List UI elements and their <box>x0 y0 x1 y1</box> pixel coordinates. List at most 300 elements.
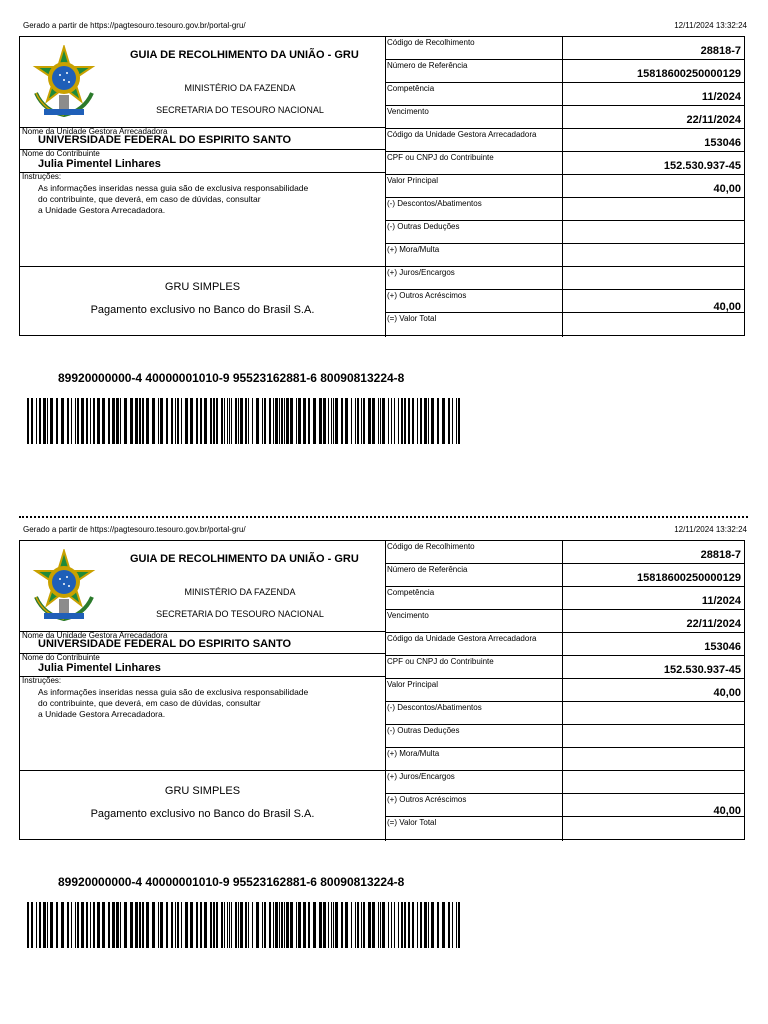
barcode-bar <box>372 902 375 948</box>
ministry-name: MINISTÉRIO DA FAZENDA <box>184 587 296 597</box>
digitable-line[interactable]: 89920000000-4 40000001010-9 95523162881-6 80090813224-8 <box>58 875 405 889</box>
gru-copy <box>0 21 768 491</box>
barcode-bar <box>245 398 247 444</box>
barcode-bar <box>27 398 29 444</box>
barcode-bar <box>61 398 64 444</box>
barcode-bar <box>27 902 29 948</box>
barcode-bar <box>431 902 434 948</box>
gru-simples-title: GRU SIMPLES <box>164 281 241 293</box>
barcode-bar <box>81 902 84 948</box>
digitable-line[interactable]: 89920000000-4 40000001010-9 95523162881-6 80090813224-8 <box>58 371 405 385</box>
field-value: 11/2024 <box>701 91 741 103</box>
field-value: 40,00 <box>713 301 741 313</box>
barcode-bar <box>93 902 95 948</box>
barcode-bar <box>47 902 48 948</box>
barcode-bar <box>130 398 133 444</box>
gru-copy <box>0 525 768 995</box>
barcode-bar <box>31 902 33 948</box>
barcode-bar <box>298 398 301 444</box>
barcode-bar <box>313 902 316 948</box>
field-label: (-) Outras Deduções <box>387 222 460 231</box>
field-row <box>385 198 744 221</box>
ug-label: Nome da Unidade Gestora Arrecadadora <box>22 631 168 640</box>
field-value: 152.530.937-45 <box>663 664 741 676</box>
gru-simples-title: GRU SIMPLES <box>164 785 241 797</box>
contributor-label: Nome do Contribuinte <box>22 149 100 158</box>
field-row <box>385 587 744 610</box>
barcode-bar <box>213 902 215 948</box>
guide-title: GUIA DE RECOLHIMENTO DA UNIÃO - GRU <box>130 553 359 565</box>
barcode-bar <box>437 398 439 444</box>
field-row <box>385 37 744 60</box>
field-value: 15818600250000129 <box>636 572 741 584</box>
barcode-bar <box>190 398 193 444</box>
barcode-bar <box>139 902 141 948</box>
barcode-bar <box>391 398 392 444</box>
ug-value: UNIVERSIDADE FEDERAL DO ESPIRITO SANTO <box>38 638 292 650</box>
barcode-bar <box>351 398 352 444</box>
barcode-bar <box>216 398 218 444</box>
field-label: Número de Referência <box>387 61 468 70</box>
cut-line <box>19 516 748 518</box>
barcode-bar <box>355 902 356 948</box>
barcode-bar <box>177 398 179 444</box>
field-row <box>385 301 744 323</box>
barcode-bar <box>328 398 329 444</box>
instructions-line: a Unidade Gestora Arrecadadora. <box>38 709 166 719</box>
generated-from-text: Gerado a partir de https://pagtesouro.tesouro.gov.br/portal-gru/ <box>23 525 246 534</box>
barcode-bar <box>351 902 352 948</box>
barcode-bar <box>335 902 338 948</box>
barcode-bar <box>185 902 188 948</box>
barcode-bar <box>36 902 37 948</box>
barcode-bar <box>458 902 460 948</box>
barcode-bar <box>190 902 193 948</box>
field-row <box>385 564 744 587</box>
field-label: Código da Unidade Gestora Arrecadadora <box>387 634 537 643</box>
instructions-label: Instruções: <box>22 676 62 685</box>
barcode-bar <box>227 902 228 948</box>
barcode-bar <box>404 398 406 444</box>
barcode-bar <box>420 398 422 444</box>
gru-simples-panel <box>20 771 385 841</box>
barcode-bar <box>333 902 334 948</box>
barcode-bar <box>77 398 79 444</box>
barcode-bar <box>412 398 414 444</box>
field-row <box>385 794 744 817</box>
barcode-bar <box>221 902 223 948</box>
field-row <box>385 129 744 152</box>
gru-form <box>19 540 745 840</box>
barcode-bar <box>252 902 253 948</box>
gru-bank-note: Pagamento exclusivo no Banco do Brasil S.A. <box>90 808 315 820</box>
barcode-bar <box>264 902 266 948</box>
barcode-bar <box>264 398 266 444</box>
barcode-bar <box>108 902 110 948</box>
field-label: (-) Outras Deduções <box>387 726 460 735</box>
barcode-bar <box>175 902 176 948</box>
barcode-bar <box>380 902 381 948</box>
barcode-bar <box>224 398 225 444</box>
barcode-bar <box>262 902 263 948</box>
field-row <box>385 725 744 748</box>
field-row <box>385 267 744 290</box>
field-label: (+) Juros/Encargos <box>387 268 455 277</box>
instructions-field <box>20 677 385 771</box>
barcode-bar <box>204 398 207 444</box>
barcode-bar <box>67 398 69 444</box>
barcode <box>27 398 462 444</box>
barcode-bar <box>417 902 418 948</box>
barcode-bar <box>256 398 259 444</box>
barcode-bar <box>108 398 110 444</box>
barcode-bar <box>71 398 72 444</box>
barcode-bar <box>235 398 237 444</box>
barcode-bar <box>279 902 280 948</box>
barcode-bar <box>398 902 399 948</box>
barcode-bar <box>120 398 121 444</box>
barcode-bar <box>256 902 259 948</box>
barcode-bar <box>75 398 76 444</box>
generated-from-text: Gerado a partir de https://pagtesouro.tesouro.gov.br/portal-gru/ <box>23 21 246 30</box>
contributor-field <box>20 654 385 677</box>
barcode-bar <box>308 398 310 444</box>
instructions-field <box>20 173 385 267</box>
ministry-name: MINISTÉRIO DA FAZENDA <box>184 83 296 93</box>
field-row <box>385 175 744 198</box>
barcode-bar <box>279 398 280 444</box>
secretariat-name: SECRETARIA DO TESOURO NACIONAL <box>156 105 324 115</box>
barcode-bar <box>273 398 274 444</box>
barcode-bar <box>448 902 450 948</box>
barcode-bar <box>420 902 422 948</box>
field-value: 28818-7 <box>700 549 741 561</box>
barcode-bar <box>296 902 297 948</box>
barcode-bar <box>67 902 69 948</box>
barcode-bar <box>102 902 105 948</box>
barcode-bar <box>120 902 121 948</box>
barcode-bar <box>335 398 338 444</box>
field-value: 15818600250000129 <box>636 68 741 80</box>
barcode-bar <box>437 902 439 948</box>
barcode-bar <box>380 398 381 444</box>
instructions-line: do contribuinte, que deverá, em caso de dúvidas, consultar <box>38 194 261 204</box>
field-label: (+) Juros/Encargos <box>387 772 455 781</box>
contributor-value: Julia Pimentel Linhares <box>38 158 161 170</box>
field-label: Código da Unidade Gestora Arrecadadora <box>387 130 537 139</box>
barcode-bar <box>388 398 389 444</box>
barcode-bar <box>116 398 119 444</box>
barcode-bar <box>448 398 450 444</box>
barcode-bar <box>298 902 301 948</box>
barcode-bar <box>124 398 127 444</box>
gru-simples-panel <box>20 267 385 337</box>
barcode-bar <box>36 398 37 444</box>
barcode-bar <box>166 902 168 948</box>
field-label: Código de Recolhimento <box>387 542 475 551</box>
barcode-bar <box>93 398 95 444</box>
barcode-bar <box>152 902 155 948</box>
field-label: Valor Principal <box>387 680 438 689</box>
barcode-bar <box>303 902 306 948</box>
field-label: CPF ou CNPJ do Contribuinte <box>387 657 494 666</box>
barcode-bar <box>428 902 429 948</box>
instructions-line: do contribuinte, que deverá, em caso de dúvidas, consultar <box>38 698 261 708</box>
barcode-bar <box>248 398 249 444</box>
barcode-bar <box>224 902 225 948</box>
barcode-bar <box>391 902 392 948</box>
barcode-bar <box>43 902 46 948</box>
barcode-bar <box>90 902 91 948</box>
barcode-bar <box>185 398 188 444</box>
barcode-bar <box>319 902 322 948</box>
barcode-bar <box>245 902 247 948</box>
secretariat-name: SECRETARIA DO TESOURO NACIONAL <box>156 609 324 619</box>
field-label: (+) Outros Acréscimos <box>387 291 467 300</box>
field-value: 22/11/2024 <box>686 618 741 630</box>
barcode-bar <box>361 902 362 948</box>
barcode-bar <box>368 902 371 948</box>
barcode-bar <box>50 902 53 948</box>
barcode-bar <box>269 398 271 444</box>
barcode-bar <box>160 398 163 444</box>
barcode-bar <box>408 398 410 444</box>
barcode-bar <box>56 398 58 444</box>
barcode-bar <box>71 902 72 948</box>
barcode-bar <box>331 902 332 948</box>
barcode-bar <box>229 902 230 948</box>
ug-field <box>20 128 385 150</box>
barcode-bar <box>308 902 310 948</box>
barcode-bar <box>424 398 427 444</box>
barcode-bar <box>378 902 379 948</box>
barcode-bar <box>181 902 182 948</box>
field-row <box>385 679 744 702</box>
field-row <box>385 60 744 83</box>
field-value: 40,00 <box>713 183 741 195</box>
barcode-bar <box>345 398 348 444</box>
barcode-bar <box>275 902 278 948</box>
barcode-bar <box>328 902 329 948</box>
field-row <box>385 221 744 244</box>
barcode-bar <box>139 398 141 444</box>
barcode-bar <box>135 398 138 444</box>
barcode-bar <box>235 902 237 948</box>
barcode-bar <box>428 398 429 444</box>
field-value: 152.530.937-45 <box>663 160 741 172</box>
field-row <box>385 290 744 313</box>
barcode-bar <box>229 398 230 444</box>
instructions-line: As informações inseridas nessa guia são de exclusiva responsabilidade <box>38 183 309 193</box>
ug-value: UNIVERSIDADE FEDERAL DO ESPIRITO SANTO <box>38 134 292 146</box>
barcode-bar <box>166 398 168 444</box>
gru-form <box>19 36 745 336</box>
field-label: Vencimento <box>387 107 429 116</box>
barcode-bar <box>331 398 332 444</box>
instructions-line: a Unidade Gestora Arrecadadora. <box>38 205 166 215</box>
barcode-bar <box>210 398 212 444</box>
instructions-text <box>38 687 378 720</box>
brazil-coat-of-arms-icon <box>30 45 98 121</box>
barcode-bar <box>368 398 371 444</box>
barcode-bar <box>286 398 289 444</box>
field-label: (-) Descontos/Abatimentos <box>387 703 482 712</box>
instructions-line: As informações inseridas nessa guia são de exclusiva responsabilidade <box>38 687 309 697</box>
barcode-bar <box>431 398 434 444</box>
barcode-bar <box>388 902 389 948</box>
barcode-bar <box>196 902 198 948</box>
field-value: 153046 <box>704 641 741 653</box>
barcode-bar <box>296 398 297 444</box>
barcode-bar <box>378 398 379 444</box>
barcode-bar <box>97 398 100 444</box>
barcode-bar <box>262 398 263 444</box>
barcode-bar <box>39 902 41 948</box>
barcode-bar <box>204 902 207 948</box>
barcode-bar <box>284 398 285 444</box>
barcode-bar <box>231 902 232 948</box>
field-row <box>385 244 744 267</box>
barcode-bar <box>221 398 223 444</box>
field-row <box>385 633 744 656</box>
barcode-bar <box>417 398 418 444</box>
barcode-bar <box>290 398 293 444</box>
contributor-value: Julia Pimentel Linhares <box>38 662 161 674</box>
barcode-bar <box>77 902 79 948</box>
barcode-bar <box>47 398 48 444</box>
field-row <box>385 656 744 679</box>
barcode-bar <box>275 398 278 444</box>
barcode-bar <box>238 902 239 948</box>
field-row <box>385 610 744 633</box>
contributor-field <box>20 150 385 173</box>
barcode-bar <box>281 398 283 444</box>
brazil-coat-of-arms-icon <box>30 549 98 625</box>
barcode-bar <box>442 902 445 948</box>
gru-bank-note: Pagamento exclusivo no Banco do Brasil S.A. <box>90 304 315 316</box>
barcode-bar <box>341 902 343 948</box>
barcode-bar <box>404 902 406 948</box>
field-label: Número de Referência <box>387 565 468 574</box>
field-value: 11/2024 <box>701 595 741 607</box>
barcode-bar <box>412 902 414 948</box>
barcode-bar <box>323 902 326 948</box>
barcode-bar <box>382 902 385 948</box>
barcode-bar <box>116 902 119 948</box>
barcode-bar <box>142 902 144 948</box>
barcode-bar <box>97 902 100 948</box>
barcode-bar <box>319 398 322 444</box>
barcode-bar <box>341 398 343 444</box>
barcode-bar <box>200 902 202 948</box>
barcode-bar <box>290 902 293 948</box>
field-label: (=) Valor Total <box>387 314 437 323</box>
barcode-bar <box>284 902 285 948</box>
barcode-bar <box>86 398 88 444</box>
barcode-bar <box>286 902 289 948</box>
field-label: CPF ou CNPJ do Contribuinte <box>387 153 494 162</box>
barcode-bar <box>90 398 91 444</box>
barcode-bar <box>175 398 176 444</box>
barcode-bar <box>75 902 76 948</box>
barcode-bar <box>363 902 365 948</box>
barcode-bar <box>303 398 306 444</box>
instructions-label: Instruções: <box>22 172 62 181</box>
field-value: 28818-7 <box>700 45 741 57</box>
ug-field <box>20 632 385 654</box>
field-label: Valor Principal <box>387 176 438 185</box>
field-value: 40,00 <box>713 687 741 699</box>
barcode-bar <box>248 902 249 948</box>
barcode-bar <box>56 902 58 948</box>
barcode-bar <box>442 398 445 444</box>
barcode-bar <box>142 398 144 444</box>
field-label: (+) Mora/Multa <box>387 749 440 758</box>
barcode-bar <box>363 398 365 444</box>
field-label: Competência <box>387 84 435 93</box>
barcode-bar <box>81 398 84 444</box>
barcode-bar <box>345 902 348 948</box>
barcode-bar <box>158 398 159 444</box>
barcode-bar <box>124 902 127 948</box>
field-row <box>385 771 744 794</box>
barcode-bar <box>323 398 326 444</box>
generated-datetime: 12/11/2024 13:32:24 <box>674 21 747 30</box>
field-value: 40,00 <box>713 805 741 817</box>
ug-label: Nome da Unidade Gestora Arrecadadora <box>22 127 168 136</box>
barcode-bar <box>177 902 179 948</box>
barcode-bar <box>146 902 149 948</box>
barcode-bar <box>313 398 316 444</box>
barcode-bar <box>196 398 198 444</box>
instructions-text <box>38 183 378 216</box>
field-value: 153046 <box>704 137 741 149</box>
barcode-bar <box>355 398 356 444</box>
gru-heading <box>20 541 385 632</box>
barcode-bar <box>398 398 399 444</box>
barcode-bar <box>231 398 232 444</box>
field-row <box>385 106 744 129</box>
field-label: Código de Recolhimento <box>387 38 475 47</box>
barcode-bar <box>452 398 453 444</box>
barcode-bar <box>86 902 88 948</box>
field-label: (=) Valor Total <box>387 818 437 827</box>
barcode-bar <box>452 902 453 948</box>
field-row <box>385 152 744 175</box>
guide-title: GUIA DE RECOLHIMENTO DA UNIÃO - GRU <box>130 49 359 61</box>
barcode-bar <box>213 398 215 444</box>
gru-heading <box>20 37 385 128</box>
barcode-bar <box>210 902 212 948</box>
barcode <box>27 902 462 948</box>
field-label: (+) Mora/Multa <box>387 245 440 254</box>
barcode-bar <box>281 902 283 948</box>
field-row <box>385 702 744 725</box>
barcode-bar <box>171 398 173 444</box>
barcode-bar <box>130 902 133 948</box>
field-value: 22/11/2024 <box>686 114 741 126</box>
barcode-bar <box>31 398 33 444</box>
barcode-bar <box>152 398 155 444</box>
barcode-bar <box>238 398 239 444</box>
barcode-bar <box>39 398 41 444</box>
barcode-bar <box>408 902 410 948</box>
barcode-bar <box>333 398 334 444</box>
barcode-bar <box>61 902 64 948</box>
contributor-label: Nome do Contribuinte <box>22 653 100 662</box>
field-label: (+) Outros Acréscimos <box>387 795 467 804</box>
barcode-bar <box>382 398 385 444</box>
